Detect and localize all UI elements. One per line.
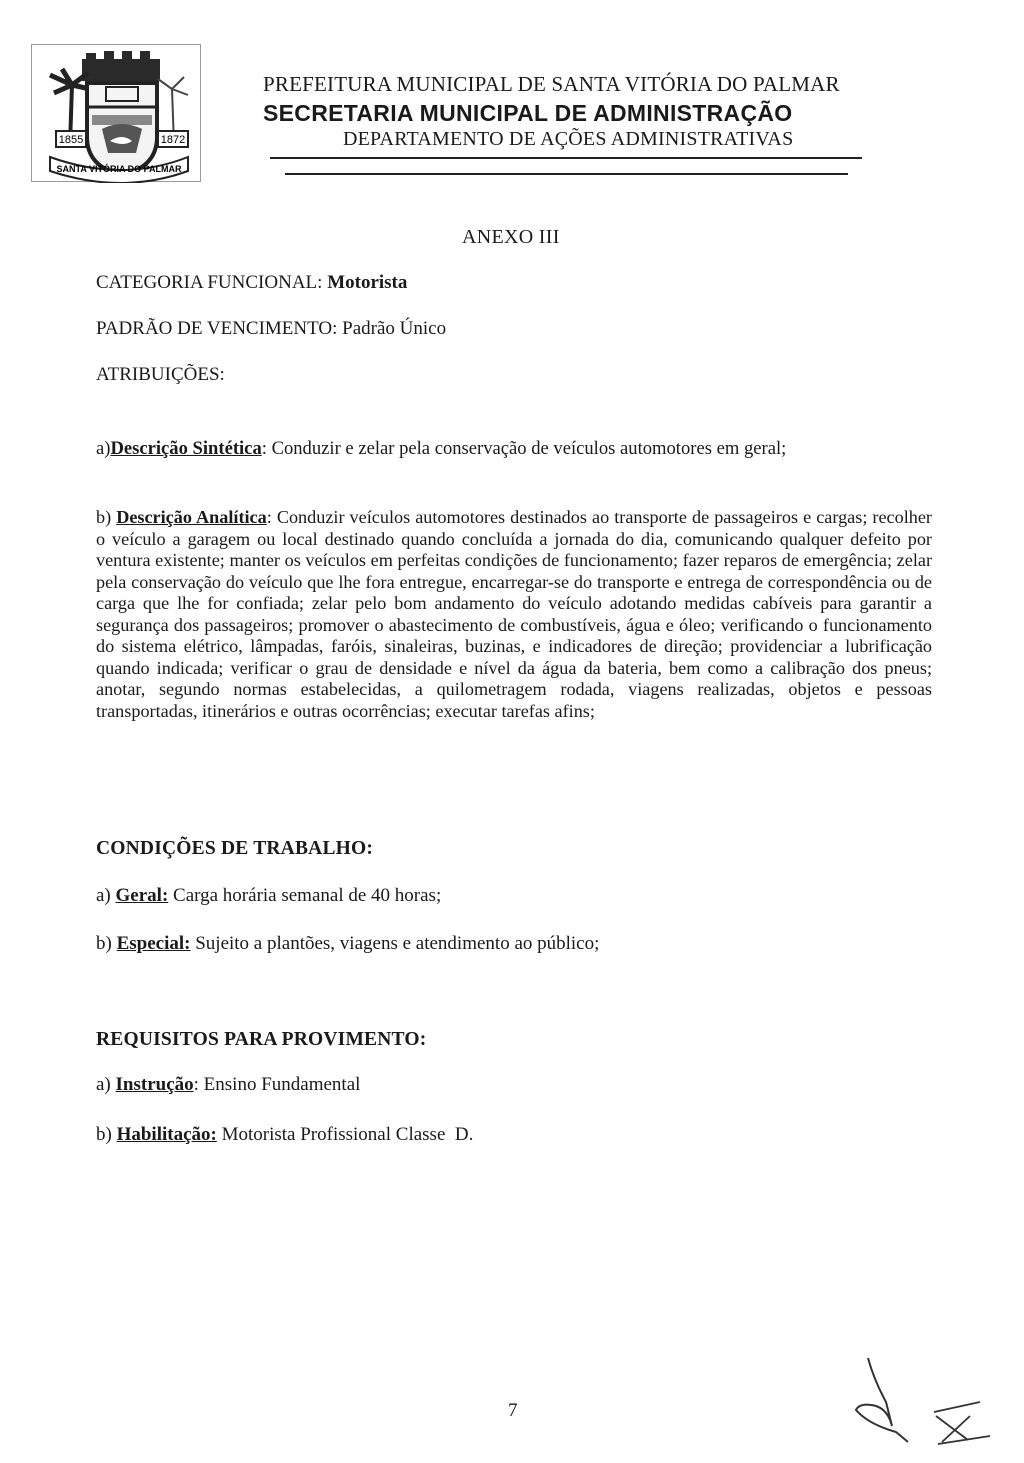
requisito-instrucao-term: Instrução: [115, 1074, 194, 1095]
header-divider-top: [270, 157, 862, 159]
categoria-label: CATEGORIA FUNCIONAL:: [96, 272, 323, 293]
descricao-analitica-text: : Conduzir veículos automotores destinados ao transporte de passageiros e cargas; recolher o veículo a garagem ou local destinado quando concluída a jornada do dia, comunicando qualquer defeito por ventura existente; manter os veículos em perfeitas condições de funcionamento; fazer reparos de emergência; zelar pela conservação do veículo que lhe fora entregue, encarregar-se do transporte e entrega de correspondência ou de carga que lhe for confiada; zelar pelo bom andamento do veículo adotando medidas cabíveis para garantir a segurança dos passageiros; promover o abastecimento de combustíveis, água e óleo; verificando o funcionamento do sistema elétrico, lâmpadas, faróis, sinaleiras, buzinas, e indicadores de direção; providenciar a lubrificação quando indicada; verificar o grau de densidade e nível da água da bateria, bem como a calibração dos pneus; anotar, segundo normas estabelecidas, a quilometragem rodada, viagens realizadas, objetos e pessoas transportadas, itinerários e outras ocorrências; executar tarefas afins;: [96, 507, 932, 721]
condicao-geral-term: Geral:: [115, 885, 169, 906]
requisito-instrucao: [96, 1074, 360, 1096]
item-prefix: a): [96, 1074, 111, 1095]
descricao-sintetica: [96, 438, 786, 460]
condicao-geral: [96, 885, 441, 907]
page-number: 7: [508, 1400, 518, 1421]
categoria-funcional: [96, 272, 407, 294]
requisito-habilitacao-term: Habilitação:: [116, 1124, 217, 1145]
atribuicoes-heading: ATRIBUIÇÕES:: [96, 364, 225, 385]
categoria-value: Motorista: [327, 272, 408, 293]
descricao-analitica-term: Descrição Analítica: [116, 507, 267, 527]
requisito-habilitacao-text: Motorista Profissional Classe D.: [216, 1124, 474, 1145]
requisito-instrucao-text: : Ensino Fundamental: [193, 1074, 361, 1095]
condicao-especial-text: Sujeito a plantões, viagens e atendimento ao público;: [190, 933, 600, 954]
header-departamento: DEPARTAMENTO DE AÇÕES ADMINISTRATIVAS: [343, 128, 794, 150]
header-prefeitura: PREFEITURA MUNICIPAL DE SANTA VITÓRIA DO PALMAR: [263, 72, 840, 96]
item-prefix: a): [96, 438, 111, 459]
item-prefix: b): [96, 1124, 112, 1145]
condicao-especial-term: Especial:: [116, 933, 191, 954]
header-secretaria: SECRETARIA MUNICIPAL DE ADMINISTRAÇÃO: [263, 100, 793, 126]
crest-emblem-icon: [32, 45, 202, 183]
item-prefix: a): [96, 885, 111, 906]
descricao-sintetica-text: : Conduzir e zelar pela conservação de veículos automotores em geral;: [261, 438, 787, 459]
item-prefix: b): [96, 507, 112, 527]
crest-year-left: 1855: [58, 134, 84, 146]
descricao-analitica: [96, 507, 932, 722]
item-prefix: b): [96, 933, 112, 954]
requisitos-heading: REQUISITOS PARA PROVIMENTO:: [96, 1029, 427, 1050]
annex-title: ANEXO III: [462, 226, 560, 248]
crest-banner-text: SANTA VITÓRIA DO PALMAR: [56, 164, 182, 174]
descricao-sintetica-term: Descrição Sintética: [110, 438, 262, 459]
condicoes-heading: CONDIÇÕES DE TRABALHO:: [96, 838, 374, 859]
municipal-crest: [31, 44, 201, 182]
padrao-vencimento: [96, 318, 446, 340]
header-divider-bottom: [285, 173, 848, 175]
padrao-label: PADRÃO DE VENCIMENTO:: [96, 318, 338, 339]
requisito-habilitacao: [96, 1124, 473, 1146]
condicao-especial: [96, 933, 599, 955]
crest-year-right: 1872: [160, 134, 186, 146]
condicao-geral-text: Carga horária semanal de 40 horas;: [168, 885, 442, 906]
signature-initials-icon: [830, 1350, 1000, 1450]
padrao-value: Padrão Único: [342, 318, 447, 339]
